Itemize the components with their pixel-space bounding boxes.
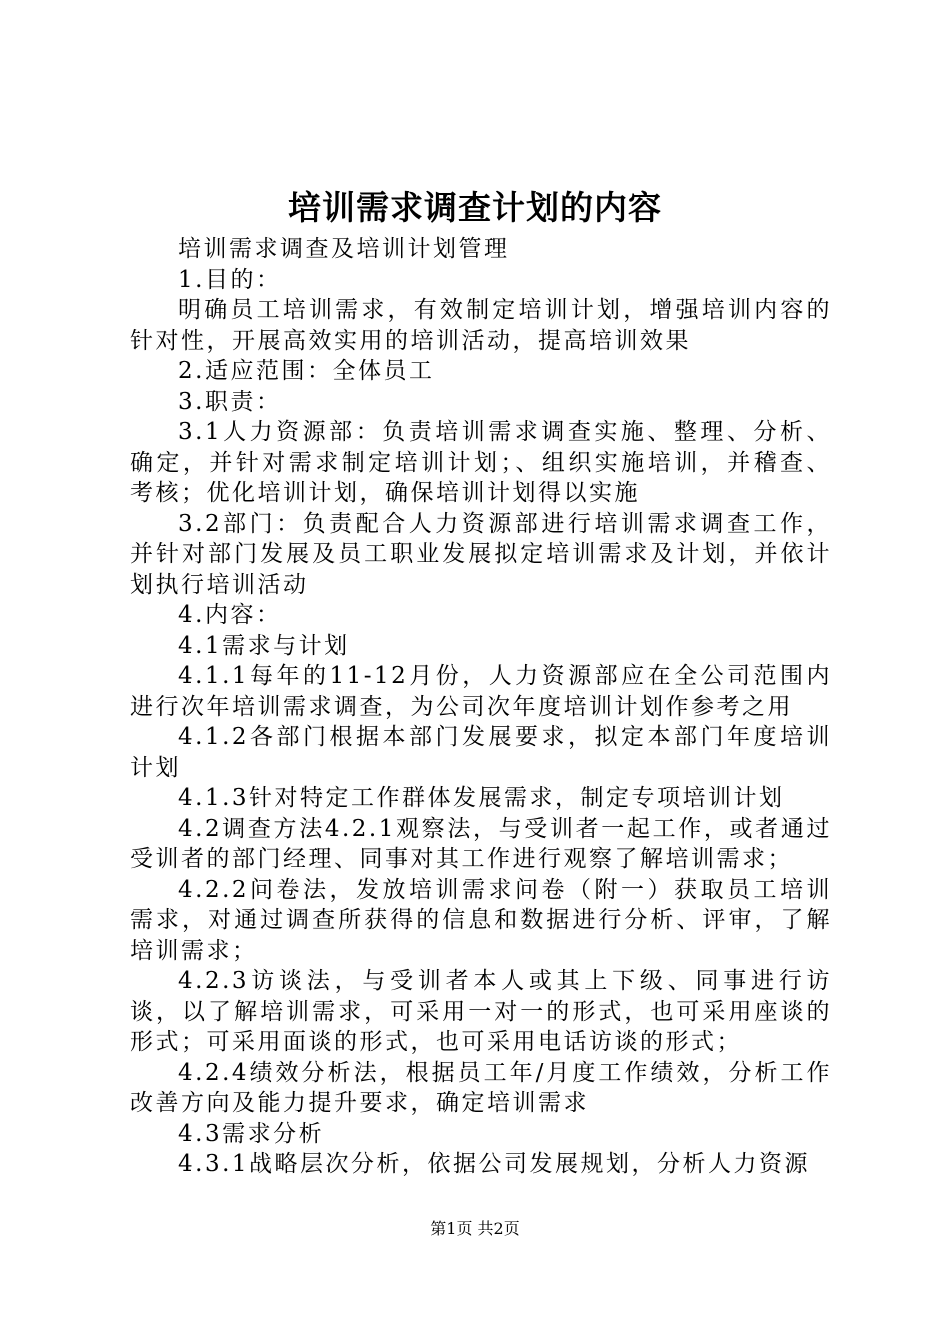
paragraph: 4.2调查方法4.2.1观察法，与受训者一起工作，或者通过受训者的部门经理、同事对其工作进行观察了解培训需求； (130, 815, 832, 872)
paragraph: 4.3.1战略层次分析，依据公司发展规划，分析人力资源 (178, 1151, 811, 1177)
document-body (130, 234, 832, 1180)
paragraph: 明确员工培训需求，有效制定培训计划，增强培训内容的针对性，开展高效实用的培训活动，提高培训效果 (130, 297, 832, 354)
paragraph: 4.2.3访谈法，与受训者本人或其上下级、同事进行访谈，以了解培训需求，可采用一对一的形式，也可采用座谈的形式；可采用面谈的形式，也可采用电话访谈的形式； (130, 968, 832, 1055)
document-title: 培训需求调查计划的内容 (288, 188, 662, 227)
paragraph: 4.内容： (178, 602, 282, 628)
paragraph: 4.3需求分析 (178, 1120, 325, 1147)
paragraph: 2.适应范围：全体员工 (178, 358, 435, 384)
paragraph: 4.1需求与计划 (178, 632, 350, 659)
paragraph: 4.2.4绩效分析法，根据员工年/月度工作绩效，分析工作改善方向及能力提升要求，确定培训需求 (130, 1059, 832, 1116)
paragraph: 1.目的： (178, 266, 282, 293)
paragraph: 培训需求调查及培训计划管理 (178, 236, 510, 262)
page-footer: 第1页 共2页 (430, 1219, 520, 1238)
paragraph: 4.1.2各部门根据本部门发展要求，拟定本部门年度培训计划 (130, 724, 832, 781)
paragraph: 3.2部门：负责配合人力资源部进行培训需求调查工作，并针对部门发展及员工职业发展拟定培训需求及计划，并依计划执行培训活动 (130, 510, 832, 598)
paragraph: 3.职责： (178, 388, 282, 415)
paragraph: 4.2.2问卷法，发放培训需求问卷（附一）获取员工培训需求，对通过调查所获得的信息和数据进行分析、评审，了解培训需求； (130, 876, 832, 964)
paragraph: 4.1.3针对特定工作群体发展需求，制定专项培训计划 (178, 785, 785, 811)
paragraph: 3.1人力资源部：负责培训需求调查实施、整理、分析、确定，并针对需求制定培训计划；、组织实施培训，并稽查、考核；优化培训计划，确保培训计划得以实施 (130, 419, 832, 506)
paragraph: 4.1.1每年的11-12月份，人力资源部应在全公司范围内进行次年培训需求调查，为公司次年度培训计划作参考之用 (130, 663, 832, 720)
